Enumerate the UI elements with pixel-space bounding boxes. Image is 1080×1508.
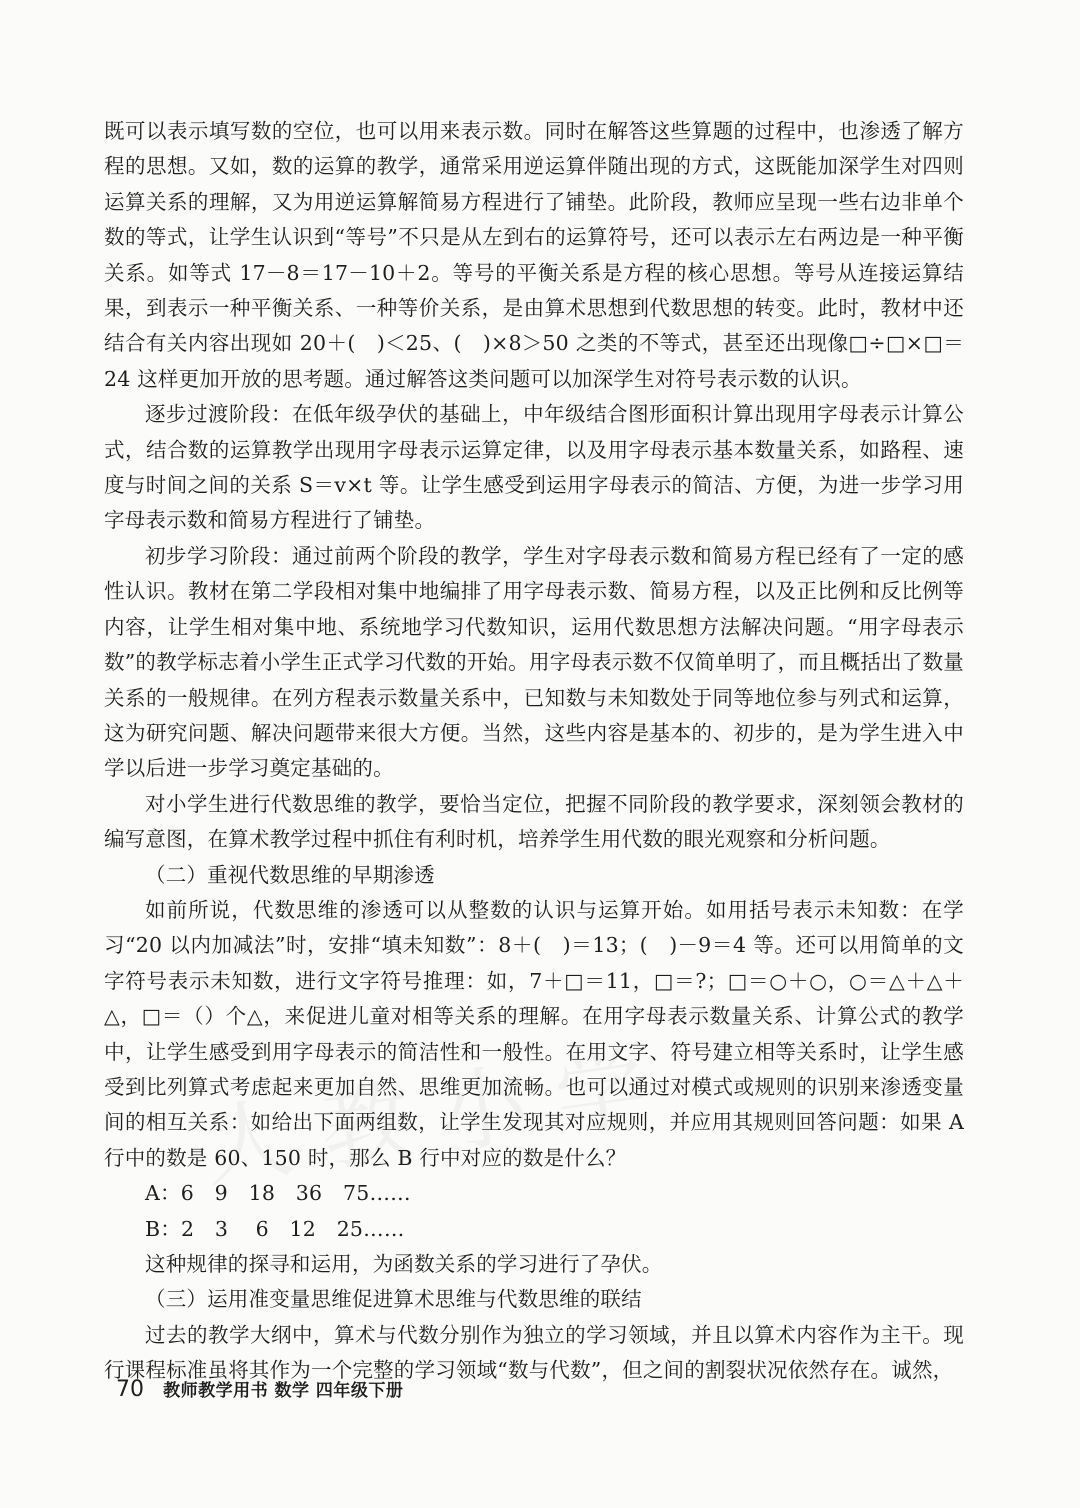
paragraph-early-infiltration: 如前所说，代数思维的渗透可以从整数的认识与运算开始。如用括号表示未知数：在学习“20 以内加减法”时，安排“填未知数”：8＋( )＝13；( )－9＝4 等。还可以用简单的文字符号表示未知数，进行文字符号推理：如，7＋□＝11，□＝?；□＝○＋○，○＝△＋△＋△，□＝（）个△，来促进儿童对相等关系的理解。在用字母表示数量关系、计算公式的教学中，让学生感受到用字母表示的简洁性和一般性。在用文字、符号建立相等关系时，让学生感受到比列算式考虑起来更加自然、思维更加流畅。也可以通过对模式或规则的识别来渗透变量间的相互关系：如给出下面两组数，让学生发现其对应规则，并应用其规则回答问题：如果 A 行中的数是 60、150 时，那么 B 行中对应的数是什么？ <box>104 897 964 1170</box>
paragraph-syllabus-history: 过去的教学大纲中，算术与代数分别作为独立的学习领域，并且以算术内容作为主干。现行课程标准虽将其作为一个完整的学习领域“数与代数”，但之间的割裂状况依然存在。诚然， <box>104 1322 964 1383</box>
number-row-a: A：6 9 18 36 75…… <box>145 1181 411 1206</box>
page-number: 70 <box>116 1377 144 1402</box>
paragraph-algebraic-thinking-teaching: 对小学生进行代数思维的教学，要恰当定位，把握不同阶段的教学要求，深刻领会教材的编写意图，在算术教学过程中抓住有利时机，培养学生用代数的眼光观察和分析问题。 <box>104 791 964 852</box>
section-heading-early-infiltration: （二）重视代数思维的早期渗透 <box>145 862 435 887</box>
number-row-b: B：2 3 6 12 25…… <box>145 1216 405 1241</box>
paragraph-initial-learning-stage: 初步学习阶段：通过前两个阶段的教学，学生对字母表示数和简易方程已经有了一定的感性认识。教材在第二学段相对集中地编排了用字母表示数、简易方程，以及正比例和反比例等内容，让学生相对集中地、系统地学习代数知识，运用代数思想方法解决问题。“用字母表示数”的教学标志着小学生正式学习代数的开始。用字母表示数不仅简单明了，而且概括出了数量关系的一般规律。在列方程表示数量关系中，已知数与未知数处于同等地位参与列式和运算，这为研究问题、解决问题带来很大方便。当然，这些内容是基本的、初步的，是为学生进入中学以后进一步学习奠定基础的。 <box>104 543 964 781</box>
book-title: 教师教学用书 数学 四年级下册 <box>163 1381 404 1401</box>
page-footer <box>116 1376 403 1402</box>
paragraph-pattern-summary: 这种规律的探寻和运用，为函数关系的学习进行了孕伏。 <box>145 1252 663 1276</box>
page-body <box>104 114 964 1389</box>
paragraph-continuation: 既可以表示填写数的空位，也可以用来表示数。同时在解答这些算题的过程中，也渗透了解方程的思想。又如，数的运算的教学，通常采用逆运算伴随出现的方式，这既能加深学生对四则运算关系的理解，又为用逆运算解简易方程进行了铺垫。此阶段，教师应呈现一些右边非单个数的等式，让学生认识到“等号”不只是从左到右的运算符号，还可以表示左右两边是一种平衡关系。如等式 17－8＝17－10＋2。等号的平衡关系是方程的核心思想。等号从连接运算结果，到表示一种平衡关系、一种等价关系，是由算术思想到代数思想的转变。此时，教材中还结合有关内容出现如 20＋( )＜25、( )×8＞50 之类的不等式，甚至还出现像□÷□×□＝24 这样更加开放的思考题。通过解答这类问题可以加深学生对符号表示数的认识。 <box>104 119 964 391</box>
paragraph-gradual-transition-stage: 逐步过渡阶段：在低年级孕伏的基础上，中年级结合图形面积计算出现用字母表示计算公式，结合数的运算教学出现用字母表示运算定律，以及用字母表示基本数量关系，如路程、速度与时间之间的关系 S＝v×t 等。让学生感受到运用字母表示的简洁、方便，为进一步学习用字母表示数和简易方程进行了铺垫。 <box>104 402 964 533</box>
section-heading-quasi-variable-thinking: （三）运用准变量思维促进算术思维与代数思维的联结 <box>145 1287 642 1312</box>
